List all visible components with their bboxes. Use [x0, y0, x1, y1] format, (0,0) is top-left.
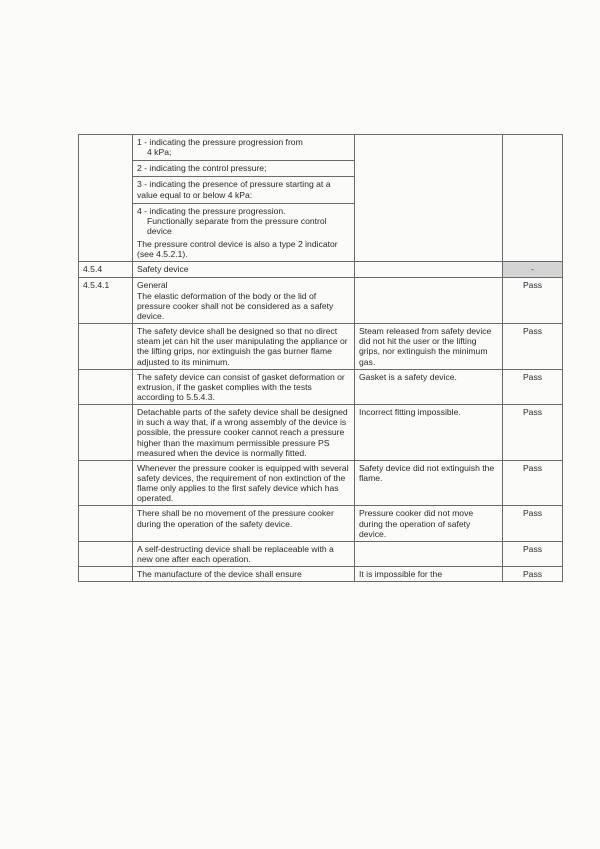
result-text [355, 541, 503, 566]
clause-cell [79, 567, 133, 582]
result-text: Pressure cooker did not move during the operation of safety device. [355, 506, 503, 541]
verdict-cell: Pass [503, 369, 563, 404]
indicator-item-4-text: 4 - indicating the pressure progression. [137, 205, 286, 216]
result-cell [355, 277, 503, 324]
result-text: Gasket is a safety device. [355, 369, 503, 404]
verdict-cell: Pass [503, 506, 563, 541]
requirement-text: Detachable parts of the safety device shall be designed in such a way that, if a wrong assembly of the device is possible, the pressure cooker cannot reach a pressure higher than the maximum permissible pressure PS measured when the device is normally fitted. [133, 405, 355, 461]
requirement-title: Safety device [133, 262, 355, 277]
clause-cell [79, 460, 133, 506]
verdict-cell: - [503, 262, 563, 277]
verdict-cell: Pass [503, 277, 563, 324]
clause-cell [79, 541, 133, 566]
table-row [79, 324, 563, 370]
clause-cell [79, 324, 133, 370]
indicator-note: The pressure control device is also a type 2 indicator (see 4.5.2.1). [137, 239, 338, 260]
verdict-cell: Pass [503, 541, 563, 566]
requirement-text: There shall be no movement of the pressure cooker during the operation of the safety device. [133, 506, 355, 541]
result-cell [355, 262, 503, 277]
table-row [79, 277, 563, 324]
requirement-text: The safety device shall be designed so that no direct steam jet can hit the user manipulating the appliance or the lifting grips, nor extinguish the gas burner flame adjusted to its minimum. [133, 324, 355, 370]
verdict-cell: Pass [503, 324, 563, 370]
verdict-cell: Pass [503, 405, 563, 461]
indicator-item-4 [133, 203, 354, 260]
clause-cell [79, 369, 133, 404]
clause-number: 4.5.4 [79, 262, 133, 277]
requirement-text: Whenever the pressure cooker is equipped with several safety devices, the requirement of non extinction of the flame only applies to the first safely device which has operated. [133, 460, 355, 506]
requirement-text: A self-destructing device shall be replaceable with a new one after each operation. [133, 541, 355, 566]
verdict-cell: Pass [503, 567, 563, 582]
result-text: Steam released from safety device did not hit the user or the lifting grips, nor extinguish the minimum gas. [355, 324, 503, 370]
result-cell [355, 135, 503, 262]
requirement-text: The manufacture of the device shall ensure [133, 567, 355, 582]
verdict-cell: Pass [503, 460, 563, 506]
clause-number: 4.5.4.1 [79, 277, 133, 324]
table-row [79, 135, 563, 262]
requirement-cell [133, 277, 355, 324]
indicator-item-1-cont: 4 kPa; [147, 147, 172, 158]
requirement-text: The safety device can consist of gasket deformation or extrusion, if the gasket complies with the tests according to 5.5.4.3. [133, 369, 355, 404]
table-row [79, 567, 563, 582]
indicator-item-1: 1 - indicating the pressure progression from [137, 137, 303, 147]
indicator-item-2: 2 - indicating the control pressure; [133, 160, 354, 173]
requirement-text: The elastic deformation of the body or the lid of pressure cooker shall not be considered as a safety device. [137, 290, 334, 321]
table-row [79, 405, 563, 461]
clause-cell [79, 135, 133, 262]
result-text: It is impossible for the [355, 567, 503, 582]
indicator-item-4-cont: Functionally separate from the pressure control device [147, 215, 327, 236]
verdict-cell [503, 135, 563, 262]
result-text: Incorrect fitting impossible. [355, 405, 503, 461]
clause-cell [79, 405, 133, 461]
indicator-item-3: 3 - indicating the presence of pressure starting at a value equal to or below 4 kPa: [133, 176, 354, 199]
requirement-heading: General [137, 279, 168, 290]
result-text: Safety device did not extinguish the flame. [355, 460, 503, 506]
table-row [79, 541, 563, 566]
table-row [79, 262, 563, 277]
test-report-table [78, 134, 563, 582]
table-row [79, 460, 563, 506]
clause-cell [79, 506, 133, 541]
requirement-cell [133, 135, 355, 262]
table-row [79, 506, 563, 541]
table-row [79, 369, 563, 404]
